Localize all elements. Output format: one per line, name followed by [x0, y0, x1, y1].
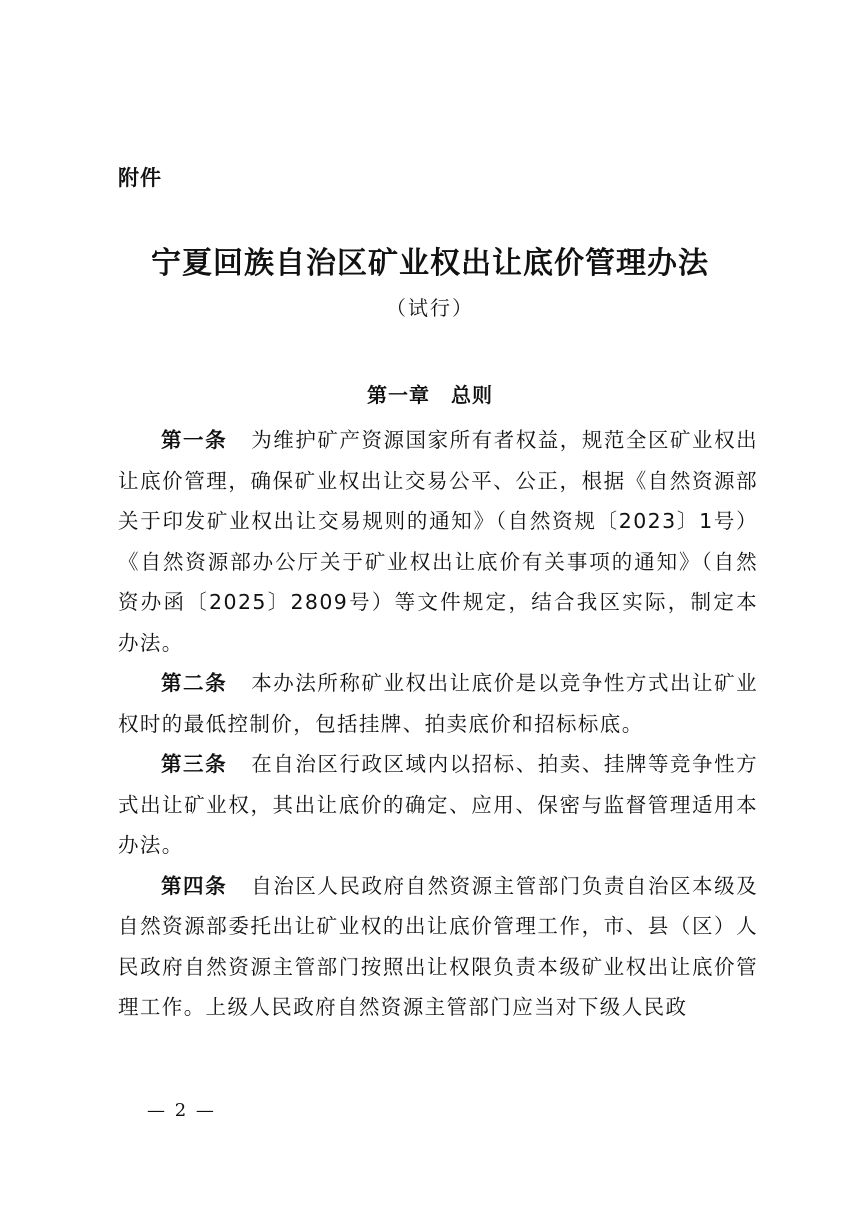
article-label: 第三条 — [161, 752, 228, 776]
article-label: 第二条 — [161, 671, 228, 695]
article-text: 在自治区行政区域内以招标、拍卖、挂牌等竞争性方式出让矿业权，其出让底价的确定、应用、保密与监督管理适用本办法。 — [118, 752, 759, 857]
article-3 — [118, 744, 758, 866]
document-subtitle: （试行） — [386, 296, 474, 320]
article-label: 第四条 — [161, 873, 228, 898]
document-title: 宁夏回族自治区矿业权出让底价管理办法 — [151, 246, 709, 281]
article-text: 本办法所称矿业权出让底价是以竞争性方式出让矿业权时的最低控制价，包括挂牌、拍卖底价和招标标底。 — [118, 671, 759, 736]
article-1 — [118, 420, 758, 663]
article-4 — [118, 866, 758, 1028]
article-text: 自治区人民政府自然资源主管部门负责自治区本级及自然资源部委托出让矿业权的出让底价管理工作，市、县（区）人民政府自然资源主管部门按照出让权限负责本级矿业权出让底价管理工作。上级人民政府自然资源主管部门应当对下级人民政 — [118, 873, 759, 1019]
document-body — [118, 420, 758, 1028]
article-2 — [118, 663, 758, 744]
attachment-label: 附件 — [118, 166, 162, 190]
article-text: 为维护矿产资源国家所有者权益，规范全区矿业权出让底价管理，确保矿业权出让交易公平、公正，根据《自然资源部关于印发矿业权出让交易规则的通知》（自然资规〔2023〕1号）《自然资源部办公厅关于矿业权出让底价有关事项的通知》（自然资办函〔2025〕2809号）等文件规定，结合我区实际，制定本办法。 — [118, 428, 759, 655]
page-number: — 2 — — [147, 1100, 216, 1121]
article-label: 第一条 — [161, 428, 228, 452]
chapter-heading: 第一章 总则 — [367, 383, 493, 407]
